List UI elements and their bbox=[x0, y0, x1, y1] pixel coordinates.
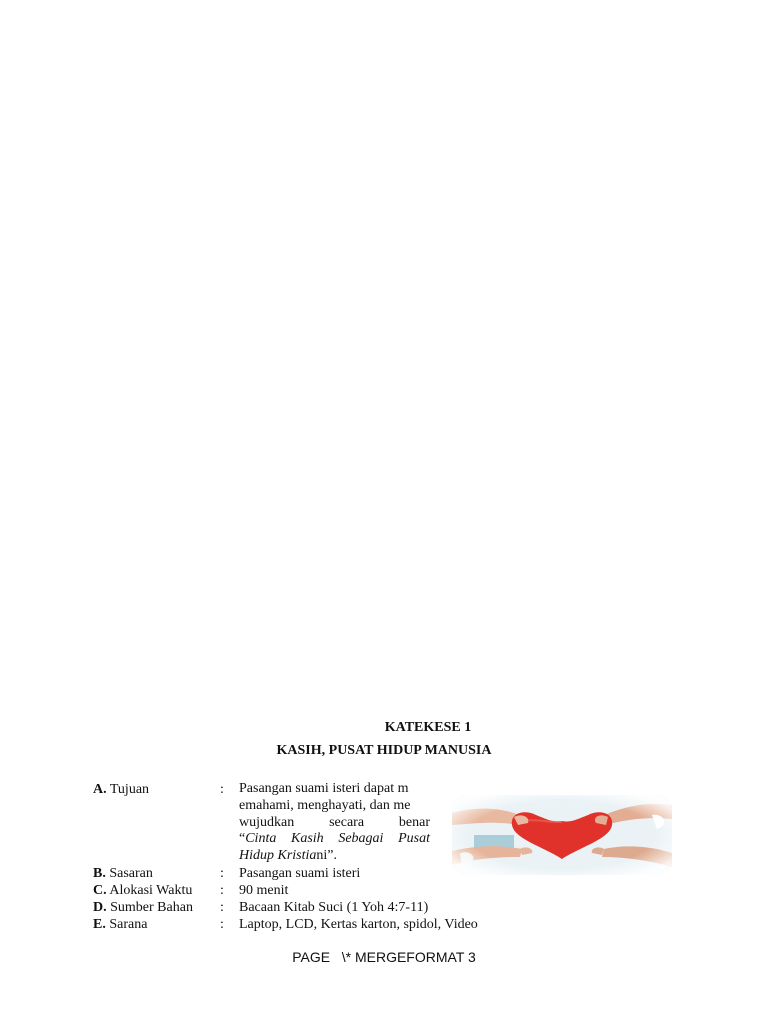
hands-heart-image bbox=[452, 795, 672, 875]
section-e-colon: : bbox=[220, 917, 224, 932]
section-b-label: B. Sasaran bbox=[93, 866, 153, 881]
tujuan-line-5: Hidup Kristiani”. bbox=[239, 848, 338, 864]
heading-katekese: KATEKESE 1 bbox=[384, 720, 472, 735]
section-a-colon: : bbox=[220, 782, 224, 797]
section-b-value: Pasangan suami isteri bbox=[239, 866, 361, 881]
section-e-label: E. Sarana bbox=[93, 917, 148, 932]
section-d-value: Bacaan Kitab Suci (1 Yoh 4:7-11) bbox=[239, 900, 429, 915]
tujuan-paragraph bbox=[239, 781, 430, 865]
section-e-value: Laptop, LCD, Kertas karton, spidol, Video bbox=[239, 917, 478, 932]
section-c-label: C. Alokasi Waktu bbox=[93, 883, 193, 898]
tujuan-line-4: “Cinta Kasih Sebagai Pusat bbox=[239, 831, 430, 847]
heart-hands-illustration bbox=[452, 795, 672, 875]
section-d-colon: : bbox=[220, 900, 224, 915]
section-a-label: A. Tujuan bbox=[93, 782, 150, 797]
section-c-value: 90 menit bbox=[239, 883, 289, 898]
section-c-colon: : bbox=[220, 883, 224, 898]
heading-main-title: KASIH, PUSAT HIDUP MANUSIA bbox=[276, 743, 492, 758]
section-b-colon: : bbox=[220, 866, 224, 881]
section-d-label: D. Sumber Bahan bbox=[93, 900, 193, 915]
tujuan-line-2: emahami, menghayati, dan me bbox=[239, 797, 411, 813]
tujuan-line-1: Pasangan suami isteri dapat m bbox=[239, 781, 409, 796]
tujuan-line-3: wujudkan secara benar bbox=[239, 814, 430, 830]
page-footer-field: PAGE \* MERGEFORMAT 3 bbox=[292, 949, 476, 965]
